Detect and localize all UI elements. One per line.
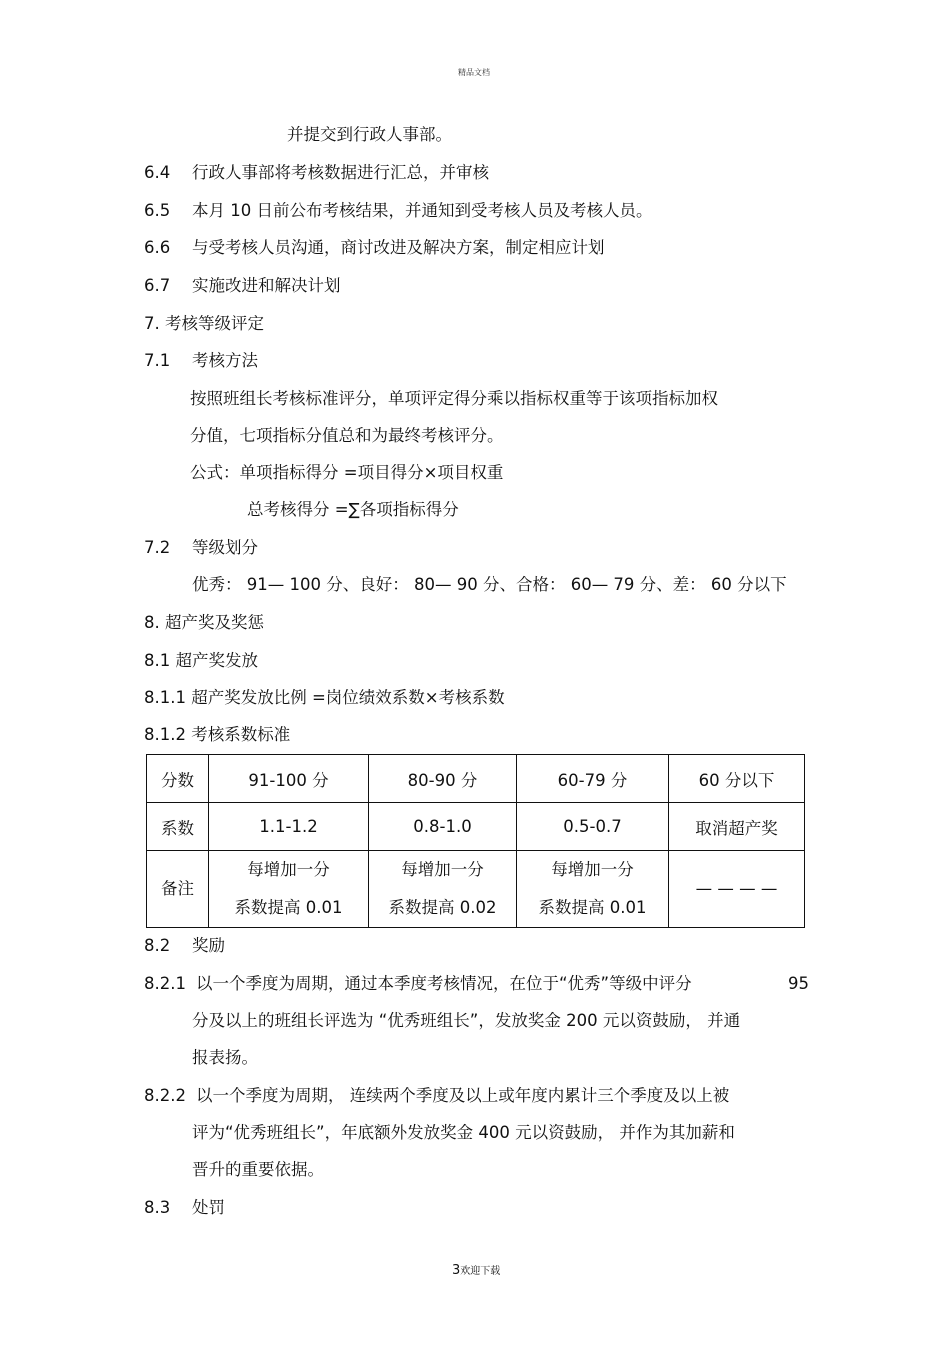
section-8-1-2-heading: 8.1.2 考核系数标准 (144, 725, 291, 744)
section-7-heading: 7. 考核等级评定 (144, 314, 264, 333)
table-row (147, 803, 805, 851)
section-6-7-text: 实施改进和解决计划 (192, 276, 341, 295)
section-7-1-number: 7.1 (144, 351, 171, 370)
line-submit: 并提交到行政人事部。 (287, 125, 452, 144)
section-8-2-1-line-1-end: 95 (788, 974, 809, 993)
page-header-label: 精品文档 (458, 68, 490, 77)
grade-definitions: 优秀： 91— 100 分、良好： 80— 90 分、合格： 60— 79 分、差： 60 分以下 (192, 575, 787, 594)
method-paragraph-line-1: 按照班组长考核标准评分，单项评定得分乘以指标权重等于该项指标加权 (190, 389, 718, 408)
section-6-7-number: 6.7 (144, 276, 171, 295)
section-8-2-2-line-2: 评为“优秀班组长”，年底额外发放奖金 400 元以资鼓励， 并作为其加薪和 (192, 1123, 735, 1142)
formula-line-2: 总考核得分 =∑各项指标得分 (247, 500, 459, 519)
method-paragraph-line-2: 分值，七项指标分值总和为最终考核评分。 (190, 426, 504, 445)
note-2-line-a: 每增加一分 (401, 860, 484, 879)
table-cell-note-3 (517, 851, 669, 928)
section-6-5-text: 本月 10 日前公布考核结果，并通知到受考核人员及考核人员。 (192, 201, 653, 220)
section-6-6-number: 6.6 (144, 238, 171, 257)
section-8-heading: 8. 超产奖及奖惩 (144, 613, 264, 632)
section-8-2-1-line-1: 以一个季度为周期，通过本季度考核情况，在位于“优秀”等级中评分 (196, 974, 692, 993)
section-8-2-2-number: 8.2.2 (144, 1086, 186, 1105)
section-8-2-2-line-1: 以一个季度为周期， 连续两个季度及以上或年度内累计三个季度及以上被 (196, 1086, 730, 1105)
table-cell-score-91-100: 91-100 分 (209, 755, 369, 803)
section-8-3-text: 处罚 (192, 1198, 225, 1217)
note-1-line-b: 系数提高 0.01 (234, 898, 343, 917)
section-7-2-number: 7.2 (144, 538, 171, 557)
page-footer (452, 1262, 500, 1278)
section-6-5-number: 6.5 (144, 201, 171, 220)
table-cell-score-below-60: 60 分以下 (669, 755, 805, 803)
table-cell-coef-2: 0.8-1.0 (369, 803, 517, 851)
section-8-2-2-line-3: 晋升的重要依据。 (192, 1160, 324, 1179)
table-cell-note-1 (209, 851, 369, 928)
table-row (147, 851, 805, 928)
section-8-3-number: 8.3 (144, 1198, 171, 1217)
section-7-2-text: 等级划分 (192, 538, 258, 557)
table-row (147, 755, 805, 803)
note-2-line-b: 系数提高 0.02 (388, 898, 497, 917)
table-cell-score-60-79: 60-79 分 (517, 755, 669, 803)
table-cell-note-2 (369, 851, 517, 928)
table-cell-coef-label: 系数 (147, 803, 209, 851)
table-cell-note-4: — — — — (669, 851, 805, 928)
section-7-1-text: 考核方法 (192, 351, 258, 370)
section-6-4-number: 6.4 (144, 163, 171, 182)
table-cell-note-label: 备注 (147, 851, 209, 928)
section-8-2-number: 8.2 (144, 936, 171, 955)
section-8-2-text: 奖励 (192, 936, 225, 955)
section-6-6-text: 与受考核人员沟通，商讨改进及解决方案，制定相应计划 (192, 238, 605, 257)
section-8-2-1-number: 8.2.1 (144, 974, 186, 993)
note-3-line-a: 每增加一分 (551, 860, 634, 879)
table-cell-score-label: 分数 (147, 755, 209, 803)
coefficient-table (146, 754, 805, 928)
footer-label: 欢迎下载 (460, 1266, 501, 1277)
section-6-4-text: 行政人事部将考核数据进行汇总，并审核 (192, 163, 489, 182)
table-cell-coef-1: 1.1-1.2 (209, 803, 369, 851)
section-8-2-1-line-2: 分及以上的班组长评选为 “优秀班组长”，发放奖金 200 元以资鼓励， 并通 (192, 1011, 741, 1030)
table-cell-score-80-90: 80-90 分 (369, 755, 517, 803)
table-cell-coef-4: 取消超产奖 (669, 803, 805, 851)
table-cell-coef-3: 0.5-0.7 (517, 803, 669, 851)
note-3-line-b: 系数提高 0.01 (538, 898, 647, 917)
section-8-1-1-line: 8.1.1 超产奖发放比例 =岗位绩效系数×考核系数 (144, 688, 505, 707)
note-1-line-a: 每增加一分 (247, 860, 330, 879)
page-number: 3 (452, 1263, 461, 1278)
formula-line-1: 公式：单项指标得分 =项目得分×项目权重 (190, 463, 504, 482)
section-8-1-heading: 8.1 超产奖发放 (144, 651, 258, 670)
section-8-2-1-line-3: 报表扬。 (192, 1048, 258, 1067)
